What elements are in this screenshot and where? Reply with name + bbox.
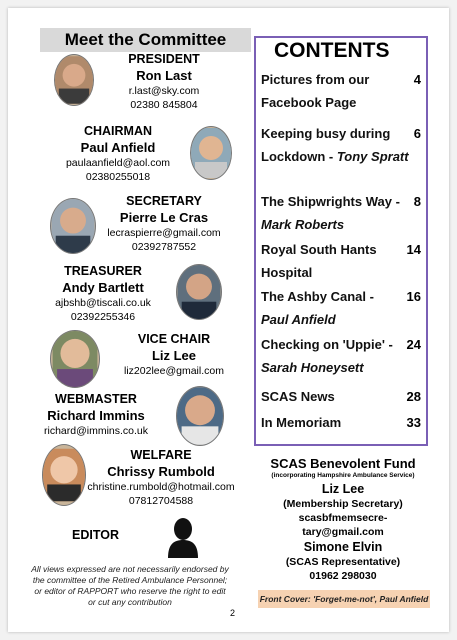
benevolent-fund: [256, 456, 430, 583]
contact-phone: 01962 298030: [309, 570, 377, 582]
role-label: PRESIDENT: [128, 52, 200, 66]
toc-item: [261, 285, 425, 331]
toc-item: [261, 122, 425, 168]
toc-page-number: 6: [413, 126, 421, 141]
contents-box: [254, 36, 428, 446]
toc-item-title: The Shipwrights Way -: [261, 194, 400, 209]
role-label: VICE CHAIR: [137, 332, 211, 346]
toc-item-title: Hospital: [261, 265, 313, 280]
toc-page-number: 28: [406, 389, 421, 404]
member-email: ajbshb@tiscali.co.uk: [55, 297, 151, 309]
photo-webmaster: [176, 386, 224, 446]
member-name: Paul Anfield: [80, 140, 156, 155]
committee-heading: Meet the Committee: [40, 28, 251, 52]
toc-item-title: SCAS News: [261, 389, 335, 404]
toc-item-title: Pictures from our: [261, 72, 370, 87]
member-email: christine.rumbold@hotmail.com: [87, 481, 235, 493]
magazine-page: [8, 8, 449, 632]
member-name: Liz Lee: [151, 348, 197, 363]
toc-item-author: Tony Spratt: [336, 149, 409, 164]
photo-president: [54, 54, 94, 106]
silhouette-icon: [166, 516, 200, 558]
member-name: Richard Immins: [47, 408, 145, 423]
role-label: WEBMASTER: [55, 392, 137, 406]
member-name: Andy Bartlett: [62, 280, 144, 295]
member-email: liz202lee@gmail.com: [124, 365, 224, 377]
toc-page-number: 4: [413, 72, 421, 87]
member-email: r.last@sky.com: [128, 85, 200, 97]
toc-item-title: Facebook Page: [261, 95, 357, 110]
disclaimer-text: All views expressed are not necessarily endorsed by the committee of the Retired Ambulance Personnel; or editor of RAPPORT who reserve the right to edit or cut any contribution: [31, 564, 229, 607]
toc-item-author: Paul Anfield: [261, 312, 336, 327]
toc-item: [261, 411, 425, 434]
toc-item-title: Checking on 'Uppie' -: [261, 337, 393, 352]
photo-treasurer: [176, 264, 222, 320]
photo-chairman: [190, 126, 232, 180]
member-welfare: [86, 448, 236, 508]
toc-page-number: 33: [406, 415, 421, 430]
member-email: lecraspierre@gmail.com: [107, 227, 221, 239]
member-president: [114, 52, 214, 112]
contact-email: tary@gmail.com: [302, 526, 384, 538]
page-number: 2: [230, 608, 236, 618]
toc-item-title: Lockdown -: [261, 149, 337, 164]
toc-item: [261, 190, 425, 236]
member-webmaster: [22, 392, 170, 438]
benevolent-subtitle: (incorporating Hampshire Ambulance Service): [271, 472, 415, 479]
toc-page-number: 24: [406, 337, 421, 352]
member-phone: 07812704588: [128, 495, 194, 507]
toc-item: [261, 238, 425, 284]
contact-name: Simone Elvin: [303, 540, 383, 554]
toc-item-author: Sarah Honeysett: [261, 360, 364, 375]
editor-label: EDITOR: [72, 528, 119, 542]
member-phone: 02392255346: [70, 311, 136, 323]
photo-welfare: [42, 444, 86, 506]
toc-item-title: The Ashby Canal -: [261, 289, 374, 304]
member-phone: 02380 845804: [130, 99, 198, 111]
front-cover-caption: Front Cover: 'Forget-me-not', Paul Anfield: [258, 590, 430, 608]
toc-item-title: Royal South Hants: [261, 242, 377, 257]
role-label: TREASURER: [64, 264, 142, 278]
contact-email: scasbfmemsecre-: [298, 512, 388, 524]
member-name: Pierre Le Cras: [119, 210, 209, 225]
toc-page-number: 8: [413, 194, 421, 209]
member-chairman: [48, 124, 188, 184]
toc-item: [261, 385, 425, 408]
toc-item-title: In Memoriam: [261, 415, 342, 430]
member-secretary: [96, 194, 232, 254]
toc-item: [261, 68, 425, 114]
toc-item-title: Keeping busy during: [261, 126, 391, 141]
role-label: SECRETARY: [126, 194, 202, 208]
photo-secretary: [50, 198, 96, 254]
member-email: richard@immins.co.uk: [43, 425, 148, 437]
benevolent-title: SCAS Benevolent Fund: [270, 456, 416, 471]
member-name: Ron Last: [136, 68, 192, 83]
member-vice-chair: [118, 332, 230, 378]
contact-role: (Membership Secretary): [283, 498, 403, 510]
role-label: WELFARE: [130, 448, 192, 462]
photo-vice-chair: [50, 330, 100, 388]
toc-page-number: 14: [406, 242, 421, 257]
contact-name: Liz Lee: [321, 482, 365, 496]
contents-title: CONTENTS: [274, 39, 390, 62]
toc-page-number: 16: [406, 289, 421, 304]
toc-item-author: Mark Roberts: [261, 217, 345, 232]
role-label: CHAIRMAN: [83, 124, 153, 138]
member-email: paulaanfield@aol.com: [65, 157, 171, 169]
member-phone: 02380255018: [85, 171, 151, 183]
toc-item: [261, 333, 425, 379]
contact-role: (SCAS Representative): [285, 556, 401, 568]
member-name: Chrissy Rumbold: [107, 464, 215, 479]
member-treasurer: [38, 264, 168, 324]
member-phone: 02392787552: [131, 241, 197, 253]
